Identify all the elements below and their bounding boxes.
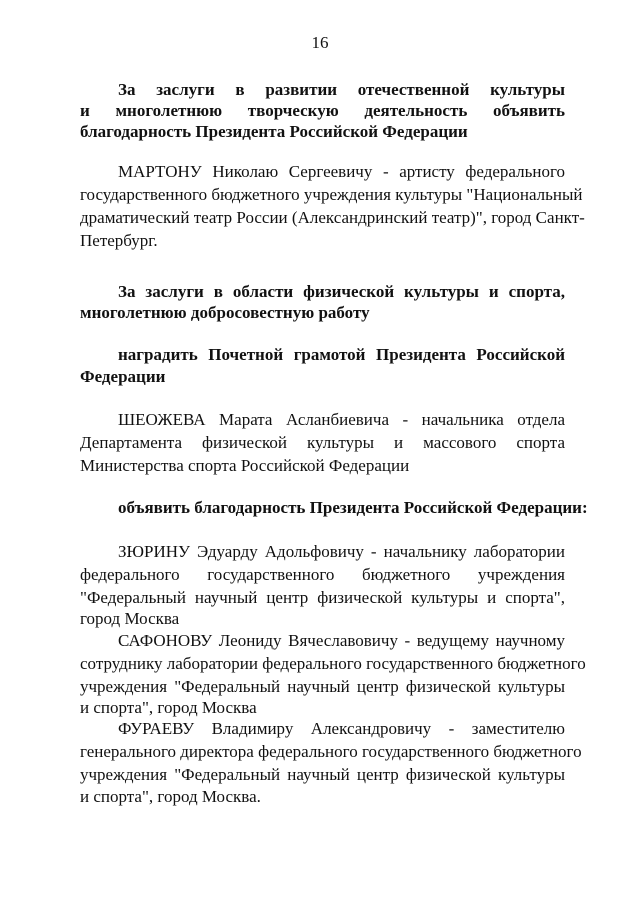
award-heading-line-1: наградить Почетной грамотой Президента Российской <box>118 345 565 364</box>
furaevu-entry-line-1: ФУРАЕВУ Владимиру Александровичу - заместителю <box>118 719 565 738</box>
gratitude-heading: объявить благодарность Президента Российской Федерации: <box>118 498 588 517</box>
zyurinu-entry-line-4: город Москва <box>80 609 180 628</box>
martonu-entry-line-1: МАРТОНУ Николаю Сергеевичу - артисту федерального <box>118 162 565 181</box>
page-number: 16 <box>311 33 329 52</box>
martonu-entry-line-2: государственного бюджетного учреждения культуры "Национальный <box>80 185 583 204</box>
sheozheva-entry-line-1: ШЕОЖЕВА Марата Асланбиевича - начальника отдела <box>118 410 565 429</box>
section1-heading-line-3: благодарность Президента Российской Федерации <box>80 122 468 141</box>
safonovu-entry-line-4: и спорта", город Москва <box>80 698 257 717</box>
safonovu-entry-line-2: сотруднику лаборатории федерального государственного бюджетного <box>80 654 586 673</box>
furaevu-entry-line-2: генерального директора федерального государственного бюджетного <box>80 742 582 761</box>
safonovu-entry-line-1: САФОНОВУ Леониду Вячеславовичу - ведущему научному <box>118 631 565 650</box>
section2-heading-line-1: За заслуги в области физической культуры и спорта, <box>118 282 565 301</box>
sheozheva-entry-line-3: Министерства спорта Российской Федерации <box>80 456 410 475</box>
section1-heading-line-2: и многолетнюю творческую деятельность объявить <box>80 101 565 120</box>
sheozheva-entry-line-2: Департамента физической культуры и массового спорта <box>80 433 565 452</box>
section1-heading-line-1: За заслуги в развитии отечественной культуры <box>118 80 565 99</box>
zyurinu-entry-line-2: федерального государственного бюджетного учреждения <box>80 565 565 584</box>
safonovu-entry-line-3: учреждения "Федеральный научный центр физической культуры <box>80 677 565 696</box>
section2-heading-line-2: многолетнюю добросовестную работу <box>80 303 370 322</box>
zyurinu-entry-line-3: "Федеральный научный центр физической культуры и спорта", <box>80 588 565 607</box>
martonu-entry-line-3: драматический театр России (Александринский театр)", город Санкт- <box>80 208 585 227</box>
zyurinu-entry-line-1: ЗЮРИНУ Эдуарду Адольфовичу - начальнику лаборатории <box>118 542 565 561</box>
furaevu-entry-line-3: учреждения "Федеральный научный центр физической культуры <box>80 765 565 784</box>
award-heading-line-2: Федерации <box>80 367 166 386</box>
furaevu-entry-line-4: и спорта", город Москва. <box>80 787 261 806</box>
martonu-entry-line-4: Петербург. <box>80 231 158 250</box>
